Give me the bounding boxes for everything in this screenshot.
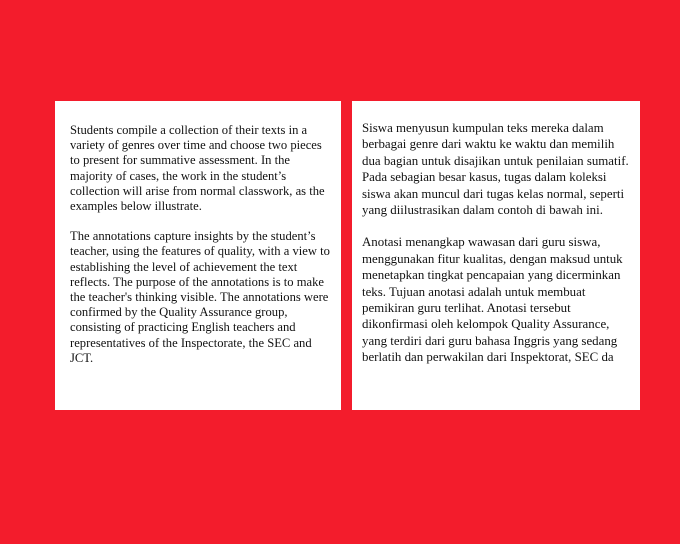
indonesian-paragraph-2: Anotasi menangkap wawasan dari guru siswa, menggunakan fitur kualitas, dengan maksud untuk menetapkan tingkat pencapaian yang dicerminkan teks. Tujuan anotasi adalah untuk membuat pemikiran guru terlihat. Anotasi tersebut dikonfirmasi oleh kelompok Quality Assurance, yang terdiri dari guru bahasa Inggris yang sedang berlatih dan perwakilan dari Inspektorat, SEC da (362, 235, 623, 365)
english-paragraph-2: The annotations capture insights by the student’s teacher, using the features of quality, with a view to establishing the level of achievement the text reflects. The purpose of the annotations is to make the teacher's thinking visible. The annotations were confirmed by the Quality Assurance group, consisting of practicing English teachers and representatives of the Inspectorate, the SEC and JCT. (70, 229, 330, 365)
indonesian-text-panel (352, 101, 640, 410)
paragraph-spacer (70, 214, 331, 229)
paragraph-spacer (362, 218, 632, 234)
english-paragraph-1: Students compile a collection of their texts in a variety of genres over time and choose two pieces to present for summative assessment. In the majority of cases, the work in the student’s collection will arise from normal classwork, as the examples below illustrate. (70, 123, 325, 214)
indonesian-paragraph-1: Siswa menyusun kumpulan teks mereka dalam berbagai genre dari waktu ke waktu dan memilih dua bagian untuk disajikan untuk penilaian sumatif. Pada sebagian besar kasus, tugas dalam koleksi siswa akan muncul dari tugas kelas normal, seperti yang diilustrasikan dalam contoh di bawah ini. (362, 121, 629, 218)
english-text-panel (55, 101, 341, 410)
